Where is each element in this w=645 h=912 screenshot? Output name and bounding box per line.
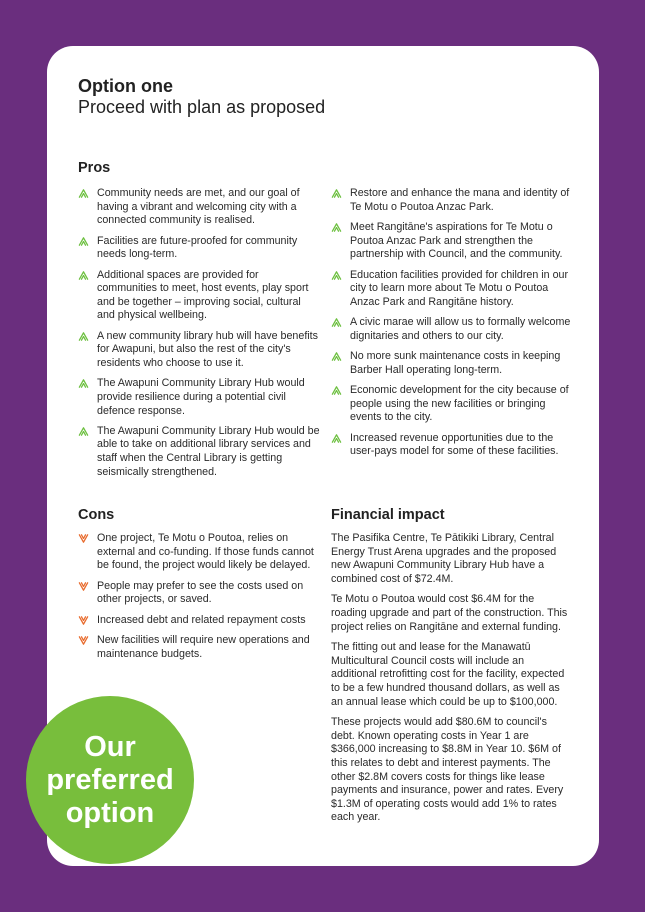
pros-left-column <box>78 187 321 486</box>
pro-item-text: A new community library hub will have benefits for Awapuni, but also the rest of the city's residents who choose to use it. <box>97 329 318 369</box>
chevron-down-icon <box>78 533 89 544</box>
con-item <box>78 634 321 661</box>
chevron-up-icon <box>78 188 89 199</box>
pro-item-text: Economic development for the city because of people using the new facilities or bringing events to the city. <box>350 384 569 424</box>
pro-item <box>331 350 571 377</box>
pro-item-text: Additional spaces are provided for communities to meet, host events, play sport and be together – improving social, cultural and physical wellbeing. <box>97 268 309 322</box>
pro-item-text: Community needs are met, and our goal of having a vibrant and welcoming city with a connected community is realised. <box>97 187 300 227</box>
pro-item <box>331 384 571 425</box>
cons-heading: Cons <box>78 507 115 523</box>
con-item <box>78 532 321 573</box>
chevron-up-icon <box>331 222 342 233</box>
chevron-up-icon <box>78 426 89 437</box>
pro-item <box>78 235 321 262</box>
financial-paragraph: The Pasifika Centre, Te Pātikiki Library, Central Energy Trust Arena upgrades and the proposed new Awapuni Community Library Hub have a combined cost of $72.4M. <box>331 532 557 585</box>
financial-column <box>331 532 571 832</box>
chevron-up-icon <box>78 331 89 342</box>
chevron-up-icon <box>331 270 342 281</box>
pro-item-text: Education facilities provided for children in our city to learn more about Te Motu o Poutoa Anzac Park and Rangitāne history. <box>350 268 569 308</box>
chevron-up-icon <box>331 351 342 362</box>
chevron-up-icon <box>78 378 89 389</box>
pros-heading: Pros <box>78 160 111 176</box>
badge-text: Our preferred option <box>46 730 174 829</box>
pro-item-text: The Awapuni Community Library Hub would be able to take on additional library services and staff when the Central Library is getting seismically strengthened. <box>97 424 320 478</box>
con-item-text: One project, Te Motu o Poutoa, relies on external and co-funding. If those funds cannot be found, the project would likely be delayed. <box>97 532 314 572</box>
pros-right-column <box>331 187 571 466</box>
chevron-up-icon <box>331 433 342 444</box>
pro-item-text: No more sunk maintenance costs in keeping Barber Hall operating long-term. <box>350 350 561 376</box>
financial-paragraph: Te Motu o Poutoa would cost $6.4M for the roading upgrade and part of the construction. This project relies on Rangitāne and external funding. <box>331 593 568 633</box>
preferred-option-badge <box>26 696 194 864</box>
pro-item-text: Meet Rangitāne's aspirations for Te Motu o Poutoa Anzac Park and strengthen the partnership with Council, and the community. <box>350 220 563 261</box>
pro-item-text: Facilities are future-proofed for community needs long-term. <box>97 234 298 261</box>
pro-item <box>331 187 571 214</box>
pro-item-text: Restore and enhance the mana and identity of Te Motu o Poutoa Anzac Park. <box>350 187 570 213</box>
con-item-text: People may prefer to see the costs used on other projects, or saved. <box>97 579 304 606</box>
title-block <box>78 76 338 118</box>
pro-item <box>78 425 321 479</box>
financial-paragraph: The fitting out and lease for the Manawatū Multicultural Council costs will include an additional retrofitting cost for the facility, expected to be a few hundred thousand dollars, as well as an annual lease which could be up to $100,000. <box>331 641 565 708</box>
con-item <box>78 580 321 607</box>
chevron-up-icon <box>331 317 342 328</box>
chevron-up-icon <box>331 385 342 396</box>
pros-left-list <box>78 187 321 479</box>
chevron-down-icon <box>78 581 89 592</box>
chevron-up-icon <box>78 270 89 281</box>
pro-item-text: A civic marae will allow us to formally welcome dignitaries and others to our city. <box>350 316 571 342</box>
con-item-text: Increased debt and related repayment costs <box>97 613 306 626</box>
financial-heading: Financial impact <box>331 507 445 523</box>
pro-item <box>78 269 321 323</box>
pro-item <box>331 221 571 262</box>
option-subtitle: Proceed with plan as proposed <box>78 97 326 117</box>
pros-right-list <box>331 187 571 459</box>
chevron-up-icon <box>78 236 89 247</box>
pro-item <box>78 377 321 418</box>
financial-paragraph: These projects would add $80.6M to council's debt. Known operating costs in Year 1 are $366,000 increasing to $8.8M in Year 10. $6M of this relates to debt and interest payments. The other $2.8M covers costs for things like lease payments and insurance, power and rates. Every $1.3M of operating costs would add 1% to rates each year. <box>331 716 564 824</box>
pro-item-text: Increased revenue opportunities due to the user-pays model for some of these facilities. <box>350 431 559 458</box>
pro-item <box>78 330 321 371</box>
cons-list <box>78 532 321 661</box>
cons-column <box>78 532 321 668</box>
pro-item <box>78 187 321 228</box>
chevron-down-icon <box>78 635 89 646</box>
pro-item <box>331 432 571 459</box>
option-title: Option one <box>78 76 173 96</box>
pro-item-text: The Awapuni Community Library Hub would provide resilience during a potential civil defence response. <box>97 377 305 417</box>
con-item <box>78 614 321 628</box>
pro-item <box>331 316 571 343</box>
chevron-up-icon <box>331 188 342 199</box>
chevron-down-icon <box>78 615 89 626</box>
pro-item <box>331 269 571 310</box>
con-item-text: New facilities will require new operations and maintenance budgets. <box>97 633 310 660</box>
